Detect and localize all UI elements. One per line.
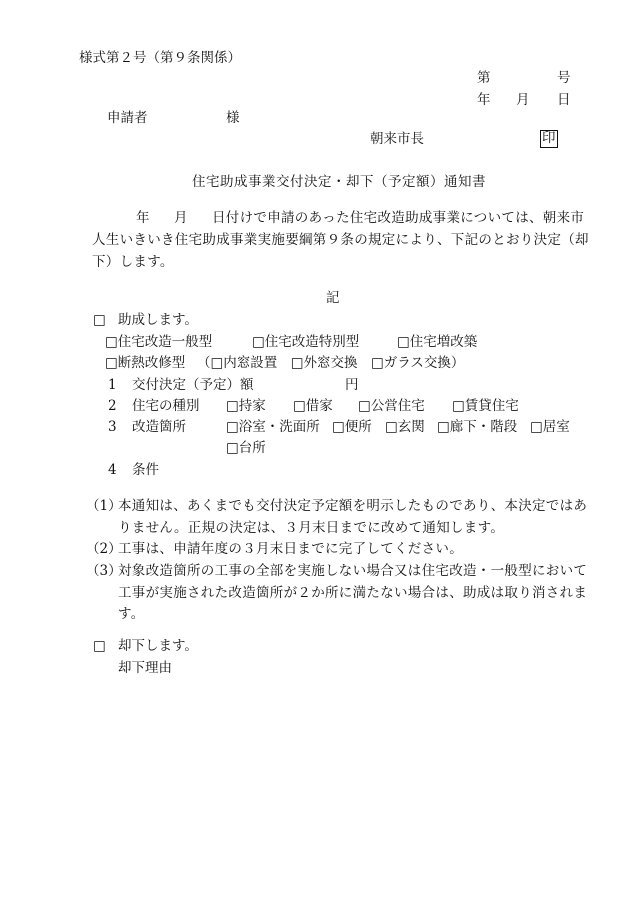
intro-line3: 下）します。 — [92, 254, 174, 270]
item3-number: 3 — [108, 419, 117, 435]
item2-number: 2 — [108, 398, 117, 414]
item1-unit: 円 — [345, 377, 359, 393]
note2-number: （2） — [86, 541, 122, 557]
item4-number: 4 — [108, 462, 117, 478]
ki-heading: 記 — [326, 290, 340, 306]
house-type-public: □公営住宅 — [358, 398, 425, 414]
applicant-sama: 様 — [226, 110, 240, 126]
item1-label: 交付決定（予定）額 — [132, 377, 254, 393]
doc-number-dai: 第 — [477, 70, 491, 86]
type-extension: □住宅増改築 — [397, 334, 478, 350]
type-insulation: □断熱改修型 — [105, 355, 186, 371]
note2-line1: 工事は、申請年度の３月末日までに完了してください。 — [118, 541, 463, 557]
house-type-rental: □賃貸住宅 — [452, 398, 519, 414]
area-toilet: □便所 — [332, 419, 372, 435]
reject-reason-label: 却下理由 — [118, 660, 172, 676]
form-label: 様式第２号（第９条関係） — [79, 50, 241, 66]
area-living: □居室 — [530, 419, 570, 435]
date-year: 年 — [477, 92, 491, 108]
note1-number: （1） — [86, 498, 122, 514]
note3-line1: 対象改造箇所の工事の全部を実施しない場合又は住宅改造・一般型において — [118, 563, 588, 579]
mayor-label: 朝来市長 — [370, 131, 424, 147]
note3-number: （3） — [86, 563, 122, 579]
intro-line2: 人生いきいき住宅助成事業実施要綱第９条の規定により、下記のとおり決定（却 — [92, 232, 589, 248]
intro-line1: 日付けで申請のあった住宅改造助成事業については、朝来市 — [212, 210, 585, 226]
intro-year: 年 — [136, 210, 150, 226]
date-day: 日 — [557, 92, 571, 108]
seal-mark: 印 — [542, 130, 556, 146]
area-entrance: □玄関 — [385, 419, 425, 435]
house-type-owned: □持家 — [226, 398, 266, 414]
area-kitchen: □台所 — [226, 440, 266, 456]
house-type-rented: □借家 — [293, 398, 333, 414]
item3-label: 改造箇所 — [132, 419, 186, 435]
approve-checkbox: □ — [93, 312, 106, 328]
item2-label: 住宅の種別 — [132, 398, 200, 414]
reject-label: 却下します。 — [118, 638, 198, 654]
item4-label: 条件 — [132, 462, 159, 478]
note1-line2: りません。正規の決定は、３月末日までに改めて通知します。 — [118, 520, 505, 536]
note1-line1: 本通知は、あくまでも交付決定予定額を明示したものであり、本決定ではあ — [118, 498, 588, 514]
item1-number: 1 — [108, 377, 117, 393]
reject-checkbox: □ — [93, 638, 106, 654]
intro-month: 月 — [174, 210, 188, 226]
approve-label: 助成します。 — [118, 312, 198, 328]
area-bath: □浴室・洗面所 — [226, 419, 320, 435]
applicant-label: 申請者 — [107, 110, 148, 126]
date-month: 月 — [516, 92, 530, 108]
area-hall-stairs: □廊下・階段 — [437, 419, 518, 435]
document-title: 住宅助成事業交付決定・却下（予定額）通知書 — [192, 174, 486, 190]
type-general: □住宅改造一般型 — [105, 334, 213, 350]
type-special: □住宅改造特別型 — [252, 334, 360, 350]
note3-line3: す。 — [118, 606, 145, 622]
note3-line2: 工事が実施された改造箇所が２か所に満たない場合は、助成は取り消されま — [118, 585, 588, 601]
type-insulation-options: （□内窓設置 □外窓交換 □ガラス交換） — [197, 355, 465, 371]
doc-number-go: 号 — [557, 70, 571, 86]
